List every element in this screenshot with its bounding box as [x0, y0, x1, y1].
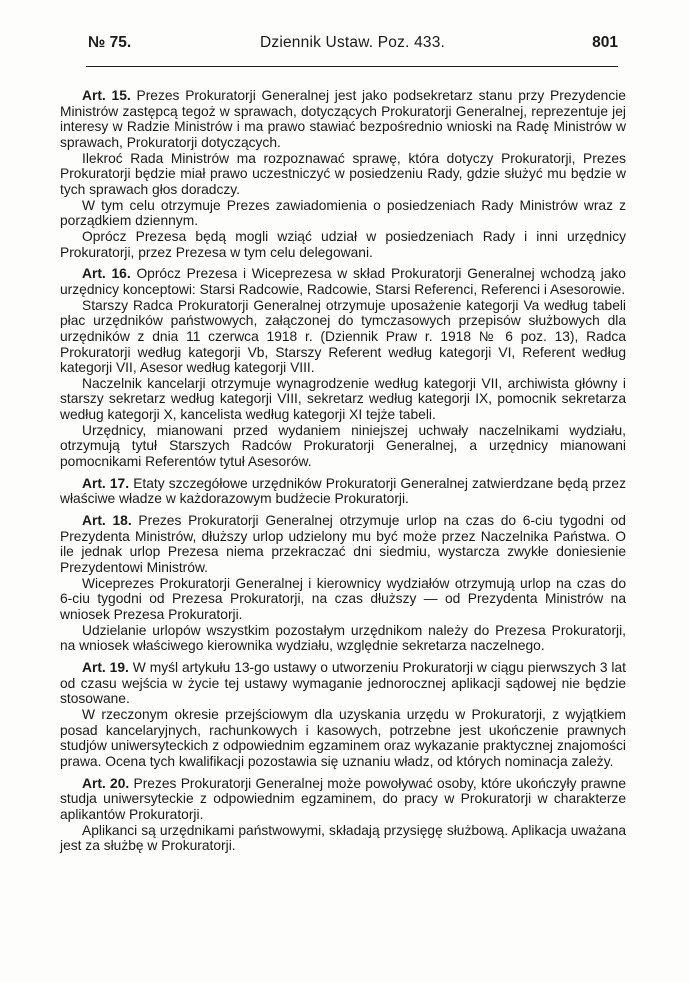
article-20-paragraph-1 [60, 776, 626, 823]
article-20-label: Art. 20. [82, 775, 130, 791]
publication-title: Dziennik Ustaw. Poz. 433. [260, 34, 446, 51]
article-16-label: Art. 16. [82, 266, 131, 282]
article-18-text-1: Prezes Prokuratorji Generalnej otrzymuje urlop na czas do 6-ciu tygodni od Prezydenta Ministrów, dłuższy urlop udzielony mu być może przez Naczelnika Państwa. O ile jednak urlop Prezesa niema przekraczać dni siedmiu, wystarcza zwykłe doniesienie Prezydentowi Ministrów. [60, 513, 626, 576]
article-18-paragraph-3: Udzielanie urlopów wszystkim pozostałym urzędnikom należy do Prezesa Prokuratorji, na wniosek właściwego kierownika wydziału, względnie sekretarza naczelnego. [60, 622, 626, 654]
article-17-paragraph-1 [60, 476, 626, 507]
article-15-paragraph-2: Ilekroć Rada Ministrów ma rozpoznawać sprawę, która dotyczy Prokuratorji, Prezes Prokuratorji będzie miał prawo uczestniczyć w posiedzeniu Rady, gdzie służyć mu będzie w tych sprawach głos doradczy. [60, 150, 626, 197]
article-16-paragraph-2: Starszy Radca Prokuratorji Generalnej otrzymuje uposażenie kategorji Va według tabeli płac urzędników państwowych, załączonej do tymczasowych przepisów służbowych dla urzędników z dnia 11 czerwca 1918 r. (Dziennik Praw r. 1918 № 6 poz. 13), Radca Prokuratorji według kategorji Vb, Starszy Referent według kategorji VI, Referent według kategorji VII, Asesor według kategorji VIII. [60, 297, 626, 376]
article-16-paragraph-4: Urzędnicy, mianowani przed wydaniem niniejszej uchwały naczelnikami wydziału, otrzymują tytuł Starszych Radców Prokuratorji Generalnej, a urzędnicy mianowani pomocnikami Referentów tytuł Asesorów. [60, 422, 626, 470]
article-15-text-1: Prezes Prokuratorji Generalnej jest jako podsekretarz stanu przy Prezydencie Ministrów zastępcą tegoż w sprawach, dotyczących Prokuratorji Generalnej, reprezentuje jej interesy w Radzie Ministrów i ma prawo stawiać bezpośrednio wnioski na Radę Ministrów w sprawach, Prokuratorji dotyczących. [60, 88, 626, 150]
article-20-paragraph-2: Aplikanci są urzędnikami państwowymi, składają przysięgę służbową. Aplikacja uważana jest za służbę w Prokuratorji. [60, 822, 626, 854]
article-16-paragraph-3: Naczelnik kancelarji otrzymuje wynagrodzenie według kategorji VII, archiwista główny i starszy sekretarz według kategorji VIII, sekretarz według kategorji IX, pomocnik sekretarza według kategorji X, kancelista według kategorji XI tejże tabeli. [60, 375, 626, 423]
article-16-paragraph-1 [60, 266, 626, 297]
article-18-paragraph-1 [60, 513, 626, 576]
article-17-label: Art. 17. [82, 475, 130, 491]
article-18-label: Art. 18. [82, 513, 132, 529]
article-15-label: Art. 15. [82, 88, 131, 103]
page-number: 801 [592, 34, 618, 51]
header-rule [86, 66, 618, 67]
article-16-text-1: Oprócz Prezesa i Wiceprezesa w skład Prokuratorji Generalnej wchodzą jako urzędnicy konceptowi: Starsi Radcowie, Radcowie, Starsi Referenci, Referenci i Asesorowie. [60, 266, 626, 297]
article-18-paragraph-2: Wiceprezes Prokuratorji Generalnej i kierownicy wydziałów otrzymują urlop na czas do 6-ciu tygodni od Prezesa Prokuratorji, na czas dłuższy — od Prezydenta Ministrów na wniosek Prezesa Prokuratorji. [60, 575, 626, 622]
article-19-label: Art. 19. [82, 659, 129, 675]
page-header [88, 34, 618, 56]
issue-number: № 75. [88, 34, 132, 51]
article-15-paragraph-3: W tym celu otrzymuje Prezes zawiadomienia o posiedzeniach Rady Ministrów wraz z porządkiem dziennym. [60, 197, 626, 229]
article-19-paragraph-2: W rzeczonym okresie przejściowym dla uzyskania urzędu w Prokuratorji, z wyjątkiem posad kancelaryjnych, rachunkowych i kasowych, potrzebne jest ukończenie prawnych studjów uniwersyteckich z odpowiednim egzaminem oraz wykazanie praktycznej znajomości prawa. Ocena tych kwalifikacji pozostawia się uznaniu władz, od których nominacja zależy. [60, 706, 626, 769]
article-19-text-1: W myśl artykułu 13-go ustawy o utworzeniu Prokuratorji w ciągu pierwszych 3 lat od czasu wejścia w życie tej ustawy wymaganie jednorocznej aplikacji sądowej nie będzie stosowane. [60, 659, 626, 707]
article-15-paragraph-1 [60, 88, 626, 151]
article-20-text-1: Prezes Prokuratorji Generalnej może powoływać osoby, które ukończyły prawne studja uniwersyteckie z odpowiednim egzaminem, do pracy w Prokuratorji w charakterze aplikantów Prokuratorji. [60, 775, 626, 822]
article-17-text-1: Etaty szczegółowe urzędników Prokuratorji Generalnej zatwierdzane będą przez właściwe władze w każdorazowym budżecie Prokuratorji. [60, 475, 626, 507]
article-19-paragraph-1 [60, 660, 626, 707]
article-15-paragraph-4: Oprócz Prezesa będą mogli wziąć udział w posiedzeniach Rady i inni urzędnicy Prokuratorji, przez Prezesa w tym celu delegowani. [60, 228, 626, 260]
document-body [60, 88, 626, 854]
